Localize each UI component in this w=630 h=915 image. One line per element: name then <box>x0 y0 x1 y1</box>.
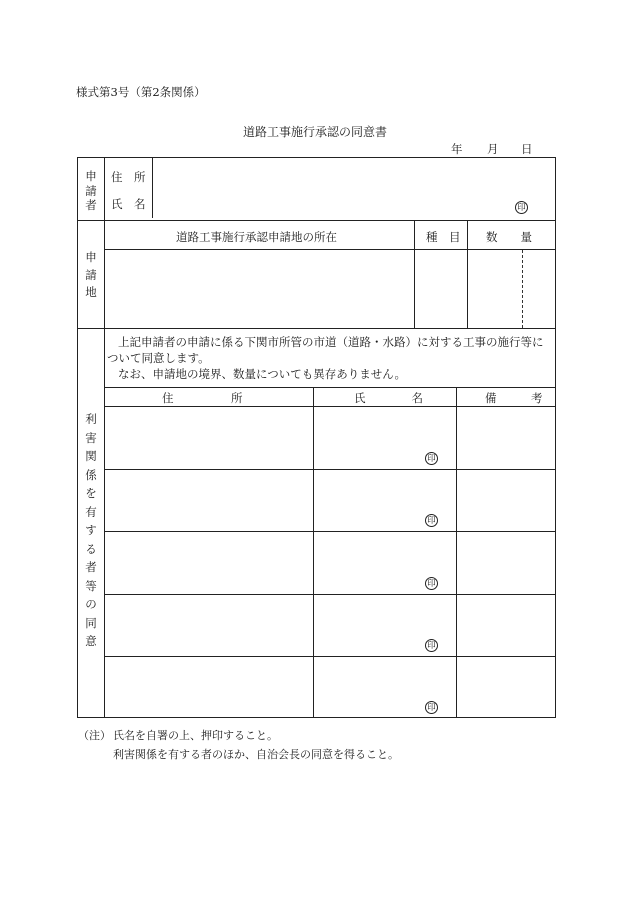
consent-row-seal-mark: 印 <box>425 701 438 714</box>
consent-section-label: 利 害 関 係 を 有 す る 者 等 の 同 意 <box>85 412 97 648</box>
applicant-name-label: 氏 名 <box>111 197 146 211</box>
consent-statement-line2: ついて同意します。 <box>107 351 210 365</box>
consent-row-seal-mark: 印 <box>425 577 438 590</box>
document-title: 道路工事施行承認の同意書 <box>242 125 387 139</box>
consent-header-rule <box>104 406 555 407</box>
site-bottom-rule <box>78 328 555 329</box>
consent-name-divider <box>313 387 314 717</box>
date-day-label: 日 <box>521 142 533 156</box>
notes-line2: 利害関係を有する者のほか、自治会長の同意を得ること。 <box>113 748 399 761</box>
section-label-divider <box>104 158 105 717</box>
consent-remarks-header: 備 考 <box>485 391 543 405</box>
consent-statement-line3: なお、申請地の境界、数量についても異存ありません。 <box>118 367 406 381</box>
site-location-header: 道路工事施行承認申請地の所在 <box>176 230 337 244</box>
consent-remarks-divider <box>456 387 457 717</box>
consent-address-header: 住 所 <box>162 391 243 405</box>
date-month-label: 月 <box>487 142 499 156</box>
notes-line1: 氏名を自署の上、押印すること。 <box>113 729 278 742</box>
site-section-label: 申 請 地 <box>85 250 97 299</box>
consent-name-header: 氏 名 <box>354 391 423 405</box>
site-quantity-divider <box>467 220 468 328</box>
consent-form-table <box>77 157 556 718</box>
applicant-seal-mark: 印 <box>515 201 528 214</box>
site-header-rule <box>104 249 555 250</box>
consent-row-rule <box>104 469 555 470</box>
consent-row-seal-mark: 印 <box>425 452 438 465</box>
consent-row-rule <box>104 594 555 595</box>
applicant-bottom-rule <box>78 220 555 221</box>
applicant-address-label: 住 所 <box>111 170 146 184</box>
notes-label: （注） <box>78 729 111 742</box>
consent-row-rule <box>104 656 555 657</box>
consent-statement-rule <box>104 387 555 388</box>
consent-row-rule <box>104 531 555 532</box>
site-quantity-dashed-divider <box>522 250 523 328</box>
consent-row-seal-mark: 印 <box>425 639 438 652</box>
date-year-label: 年 <box>451 142 463 156</box>
form-number: 様式第3号（第2条関係） <box>76 85 206 99</box>
site-category-header: 種 目 <box>426 230 461 244</box>
consent-statement-line1: 上記申請者の申請に係る下関市所管の市道（道路・水路）に対する工事の施行等に <box>118 335 544 349</box>
site-category-divider <box>414 220 415 328</box>
applicant-section-label: 申 請 者 <box>85 169 97 212</box>
site-quantity-header: 数 量 <box>486 230 532 244</box>
applicant-label-divider <box>152 158 153 218</box>
consent-row-seal-mark: 印 <box>425 514 438 527</box>
